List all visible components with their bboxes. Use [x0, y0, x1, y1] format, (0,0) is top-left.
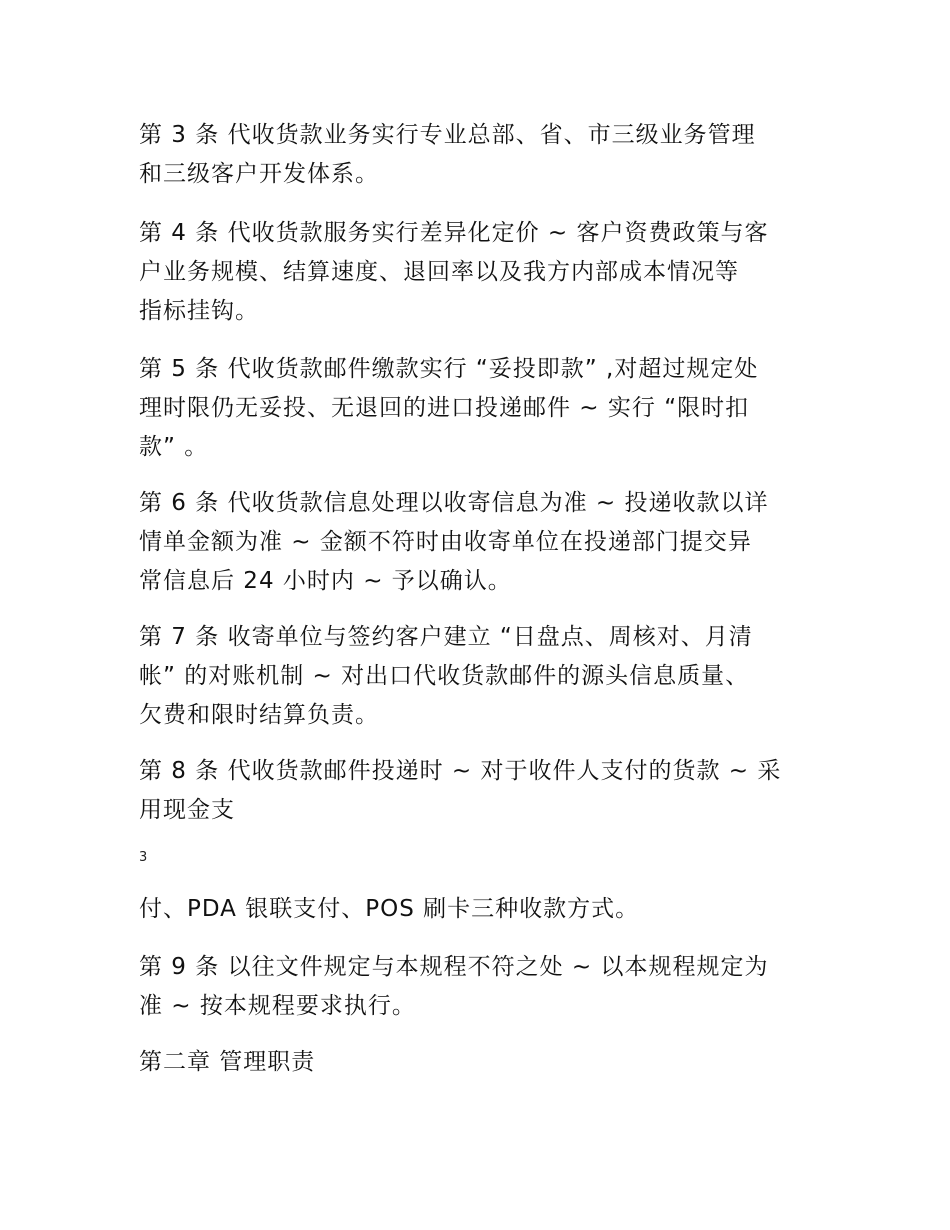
page-number: 3 — [139, 850, 148, 865]
text-line: 款” 。 — [139, 434, 209, 460]
text-line: 第 4 条 代收货款服务实行差异化定价 ~ 客户资费政策与客 — [139, 220, 769, 246]
text-line: 用现金支 — [139, 797, 235, 823]
article-8-continued — [139, 890, 819, 929]
heading-line: 第二章 管理职责 — [139, 1049, 316, 1075]
text-line: 第 8 条 代收货款邮件投递时 ~ 对于收件人支付的货款 ~ 采 — [139, 758, 782, 784]
text-line: 第 7 条 收寄单位与签约客户建立 “日盘点、周核对、月清 — [139, 624, 753, 650]
text-line: 欠费和限时结算负责。 — [139, 702, 379, 728]
text-line: 常信息后 24 小时内 ~ 予以确认。 — [139, 568, 512, 594]
article-9 — [139, 948, 819, 1026]
text-line: 付、PDA 银联支付、POS 刷卡三种收款方式。 — [139, 896, 640, 922]
text-line: 情单金额为准 ~ 金额不符时由收寄单位在投递部门提交异 — [139, 529, 752, 555]
text-line: 指标挂钩。 — [139, 298, 259, 324]
text-line: 第 9 条 以往文件规定与本规程不符之处 ~ 以本规程规定为 — [139, 954, 769, 980]
text-line: 帐” 的对账机制 ~ 对出口代收货款邮件的源头信息质量、 — [139, 663, 750, 689]
article-7 — [139, 618, 819, 735]
article-4 — [139, 214, 819, 331]
text-line: 第 6 条 代收货款信息处理以收寄信息为准 ~ 投递收款以详 — [139, 490, 769, 516]
text-line: 第 3 条 代收货款业务实行专业总部、省、市三级业务管理 — [139, 122, 756, 148]
text-line: 和三级客户开发体系。 — [139, 161, 379, 187]
article-3 — [139, 116, 819, 194]
text-line: 第 5 条 代收货款邮件缴款实行 “妥投即款” ,对超过规定处 — [139, 356, 759, 382]
article-6 — [139, 484, 819, 601]
text-line: 准 ~ 按本规程要求执行。 — [139, 993, 416, 1019]
article-8 — [139, 752, 819, 830]
article-5 — [139, 350, 819, 467]
text-line: 户业务规模、结算速度、退回率以及我方内部成本情况等 — [139, 259, 739, 285]
chapter-heading — [139, 1043, 819, 1082]
text-line: 理时限仍无妥投、无退回的进口投递邮件 ~ 实行 “限时扣 — [139, 395, 750, 421]
